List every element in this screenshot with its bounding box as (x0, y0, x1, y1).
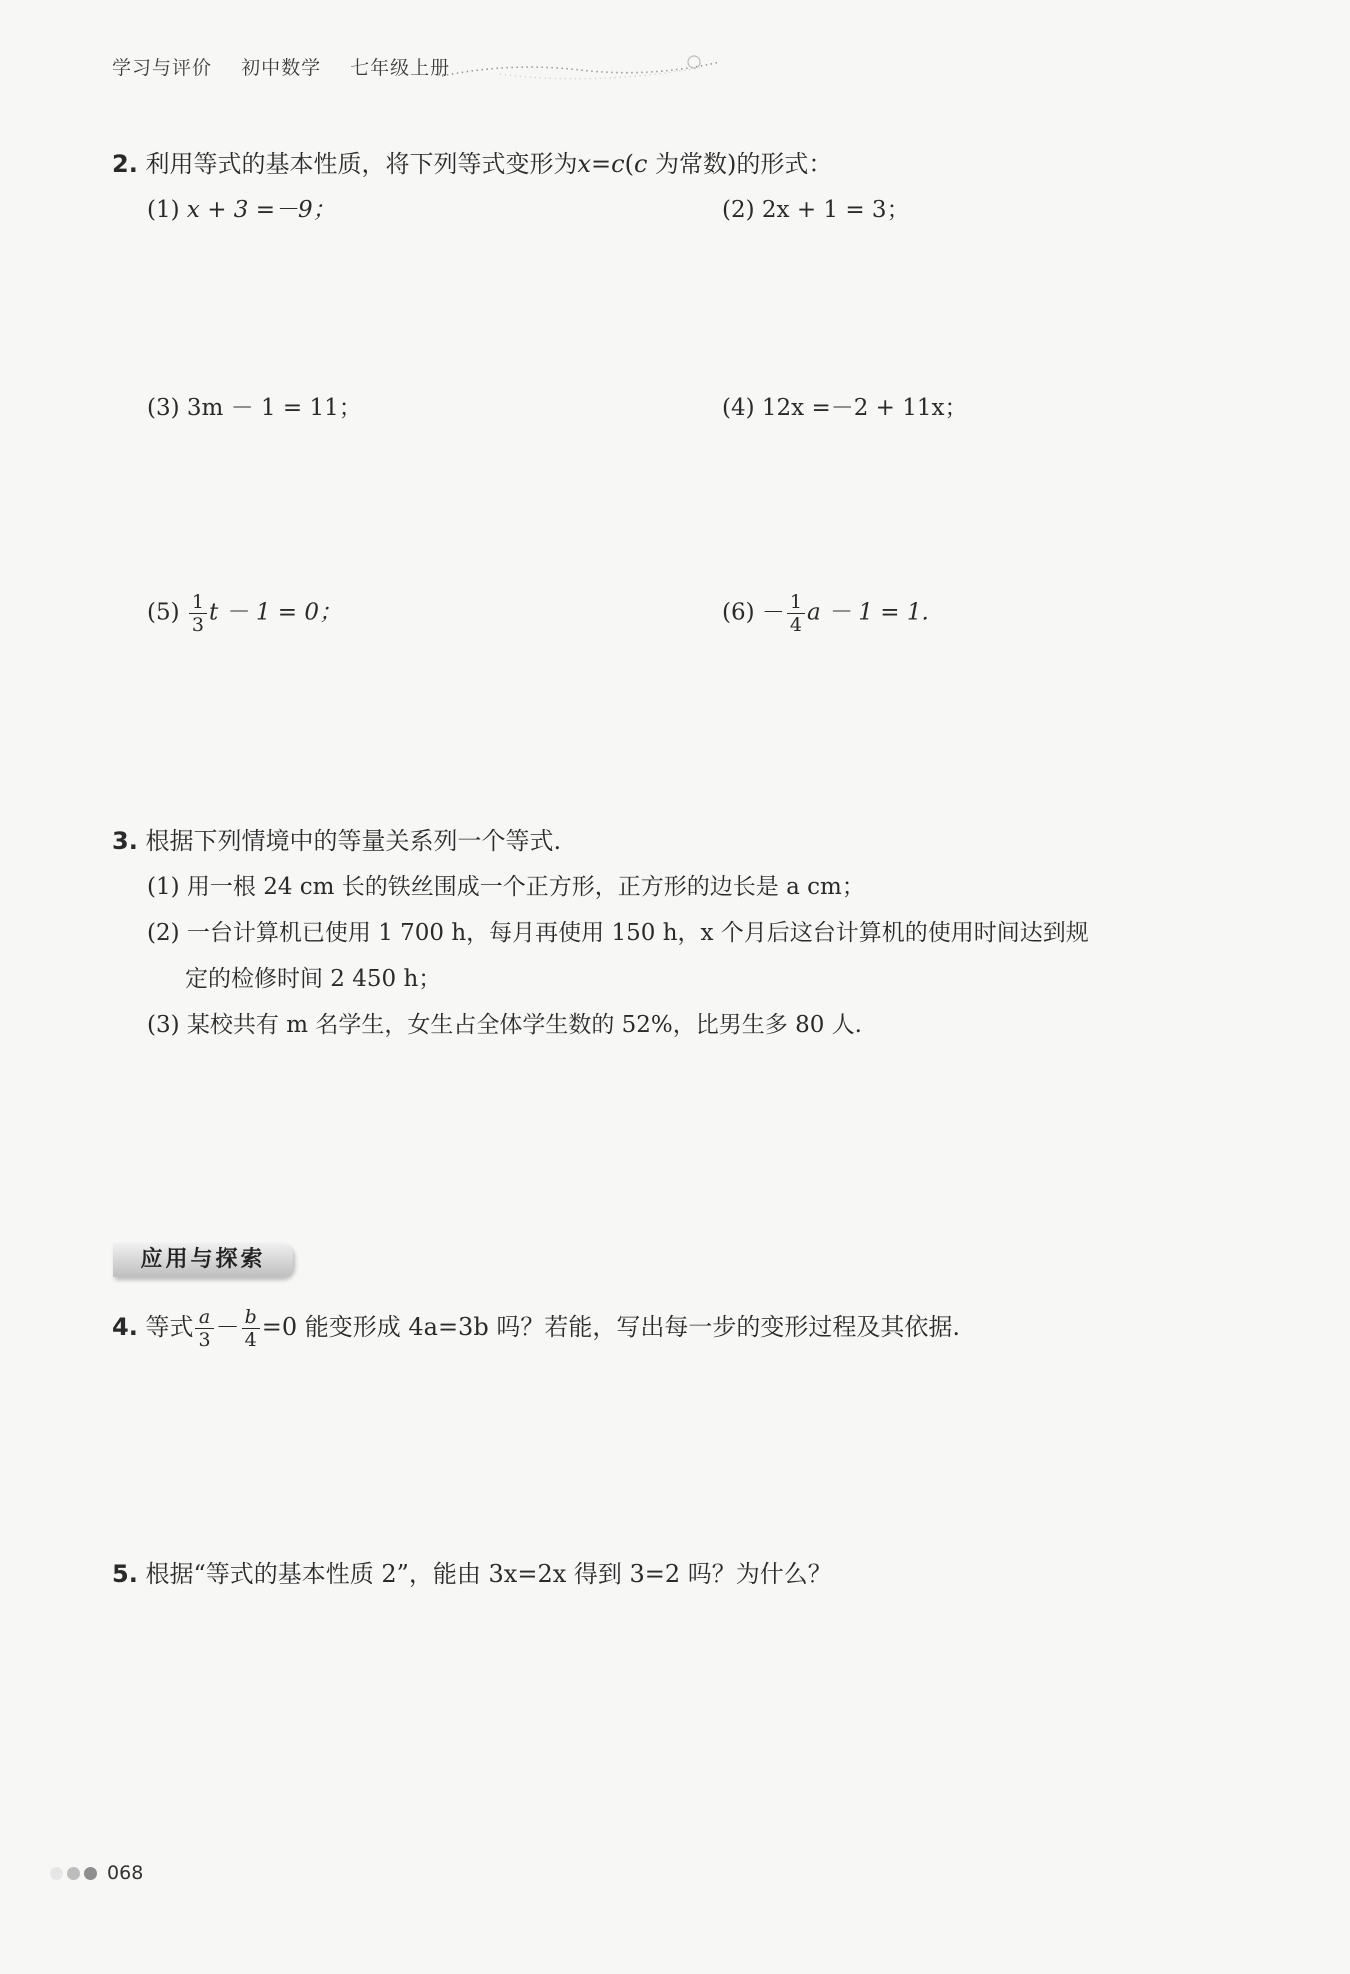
q3-item-3: (3) 某校共有 m 名学生，女生占全体学生数的 52%，比男生多 80 人. (147, 1012, 862, 1038)
q3-number: 3. (112, 827, 138, 855)
q2-item-3: (3) 3m － 1 = 11； (147, 395, 362, 421)
q3-item-2-line-1: (2) 一台计算机已使用 1 700 h，每月再使用 150 h，x 个月后这台计算机的使用时间达到规 (147, 920, 1089, 946)
q5-text: 根据“等式的基本性质 2”，能由 3x=2x 得到 3=2 吗？为什么？ (145, 1560, 832, 1588)
running-header (112, 53, 472, 80)
q3-stem (112, 825, 561, 857)
fraction-one-third: $\frac{1}{3}$ (189, 591, 207, 636)
q2-eq: = (591, 150, 612, 178)
header-grade: 七年级上册 (350, 57, 451, 79)
q2-var-c: c (611, 150, 625, 178)
footer-dot-icon (84, 1867, 97, 1880)
q2-item-4: (4) 12x =－2 + 11x； (722, 395, 968, 421)
q3-item-2-line-2: 定的检修时间 2 450 h； (185, 966, 442, 992)
header-series: 学习与评价 (112, 57, 213, 79)
page-number: 068 (107, 1862, 144, 1884)
q2-stem-text: 利用等式的基本性质，将下列等式变形为 (145, 150, 578, 178)
q3-stem-text: 根据下列情境中的等量关系列一个等式. (145, 827, 562, 855)
q5-stem (112, 1558, 832, 1590)
footer-dot-icon (50, 1867, 63, 1880)
header-decoration-icon (440, 48, 730, 88)
q2-var-x: x (577, 150, 592, 178)
q2-item-5: (5) $\frac{1}{3}$ t － 1 = 0； (147, 591, 343, 636)
q4-stem: 4. 等式 $\frac{a}{3}$ － $\frac{b}{4}$ =0 能变形成 4a=3b 吗？若能，写出每一步的变形过程及其依据. (112, 1306, 960, 1351)
page-footer (50, 1862, 143, 1884)
q2-item-2: (2) 2x + 1 = 3； (722, 197, 910, 223)
q2-paren: ( (624, 150, 634, 178)
fraction-a-over-3: $\frac{a}{3}$ (195, 1306, 213, 1351)
section-banner: 应用与探索 (113, 1243, 293, 1277)
q2-item-1: (1) x + 3 =－9； (147, 197, 336, 223)
footer-dot-icon (67, 1867, 80, 1880)
q2-stem (112, 148, 832, 180)
fraction-b-over-4: $\frac{b}{4}$ (242, 1306, 260, 1351)
q3-item-1: (1) 用一根 24 cm 长的铁丝围成一个正方形，正方形的边长是 a cm； (147, 874, 865, 900)
q2-item-6: (6) － $\frac{1}{4}$ a － 1 = 1. (722, 591, 929, 636)
q2-number: 2. (112, 150, 138, 178)
header-subject: 初中数学 (241, 57, 322, 79)
q4-number: 4. (112, 1313, 138, 1341)
q2-stem-tail: 为常数)的形式： (647, 150, 833, 178)
q5-number: 5. (112, 1560, 138, 1588)
q2-var-c2: c (633, 150, 648, 178)
fraction-one-fourth: $\frac{1}{4}$ (787, 591, 805, 636)
